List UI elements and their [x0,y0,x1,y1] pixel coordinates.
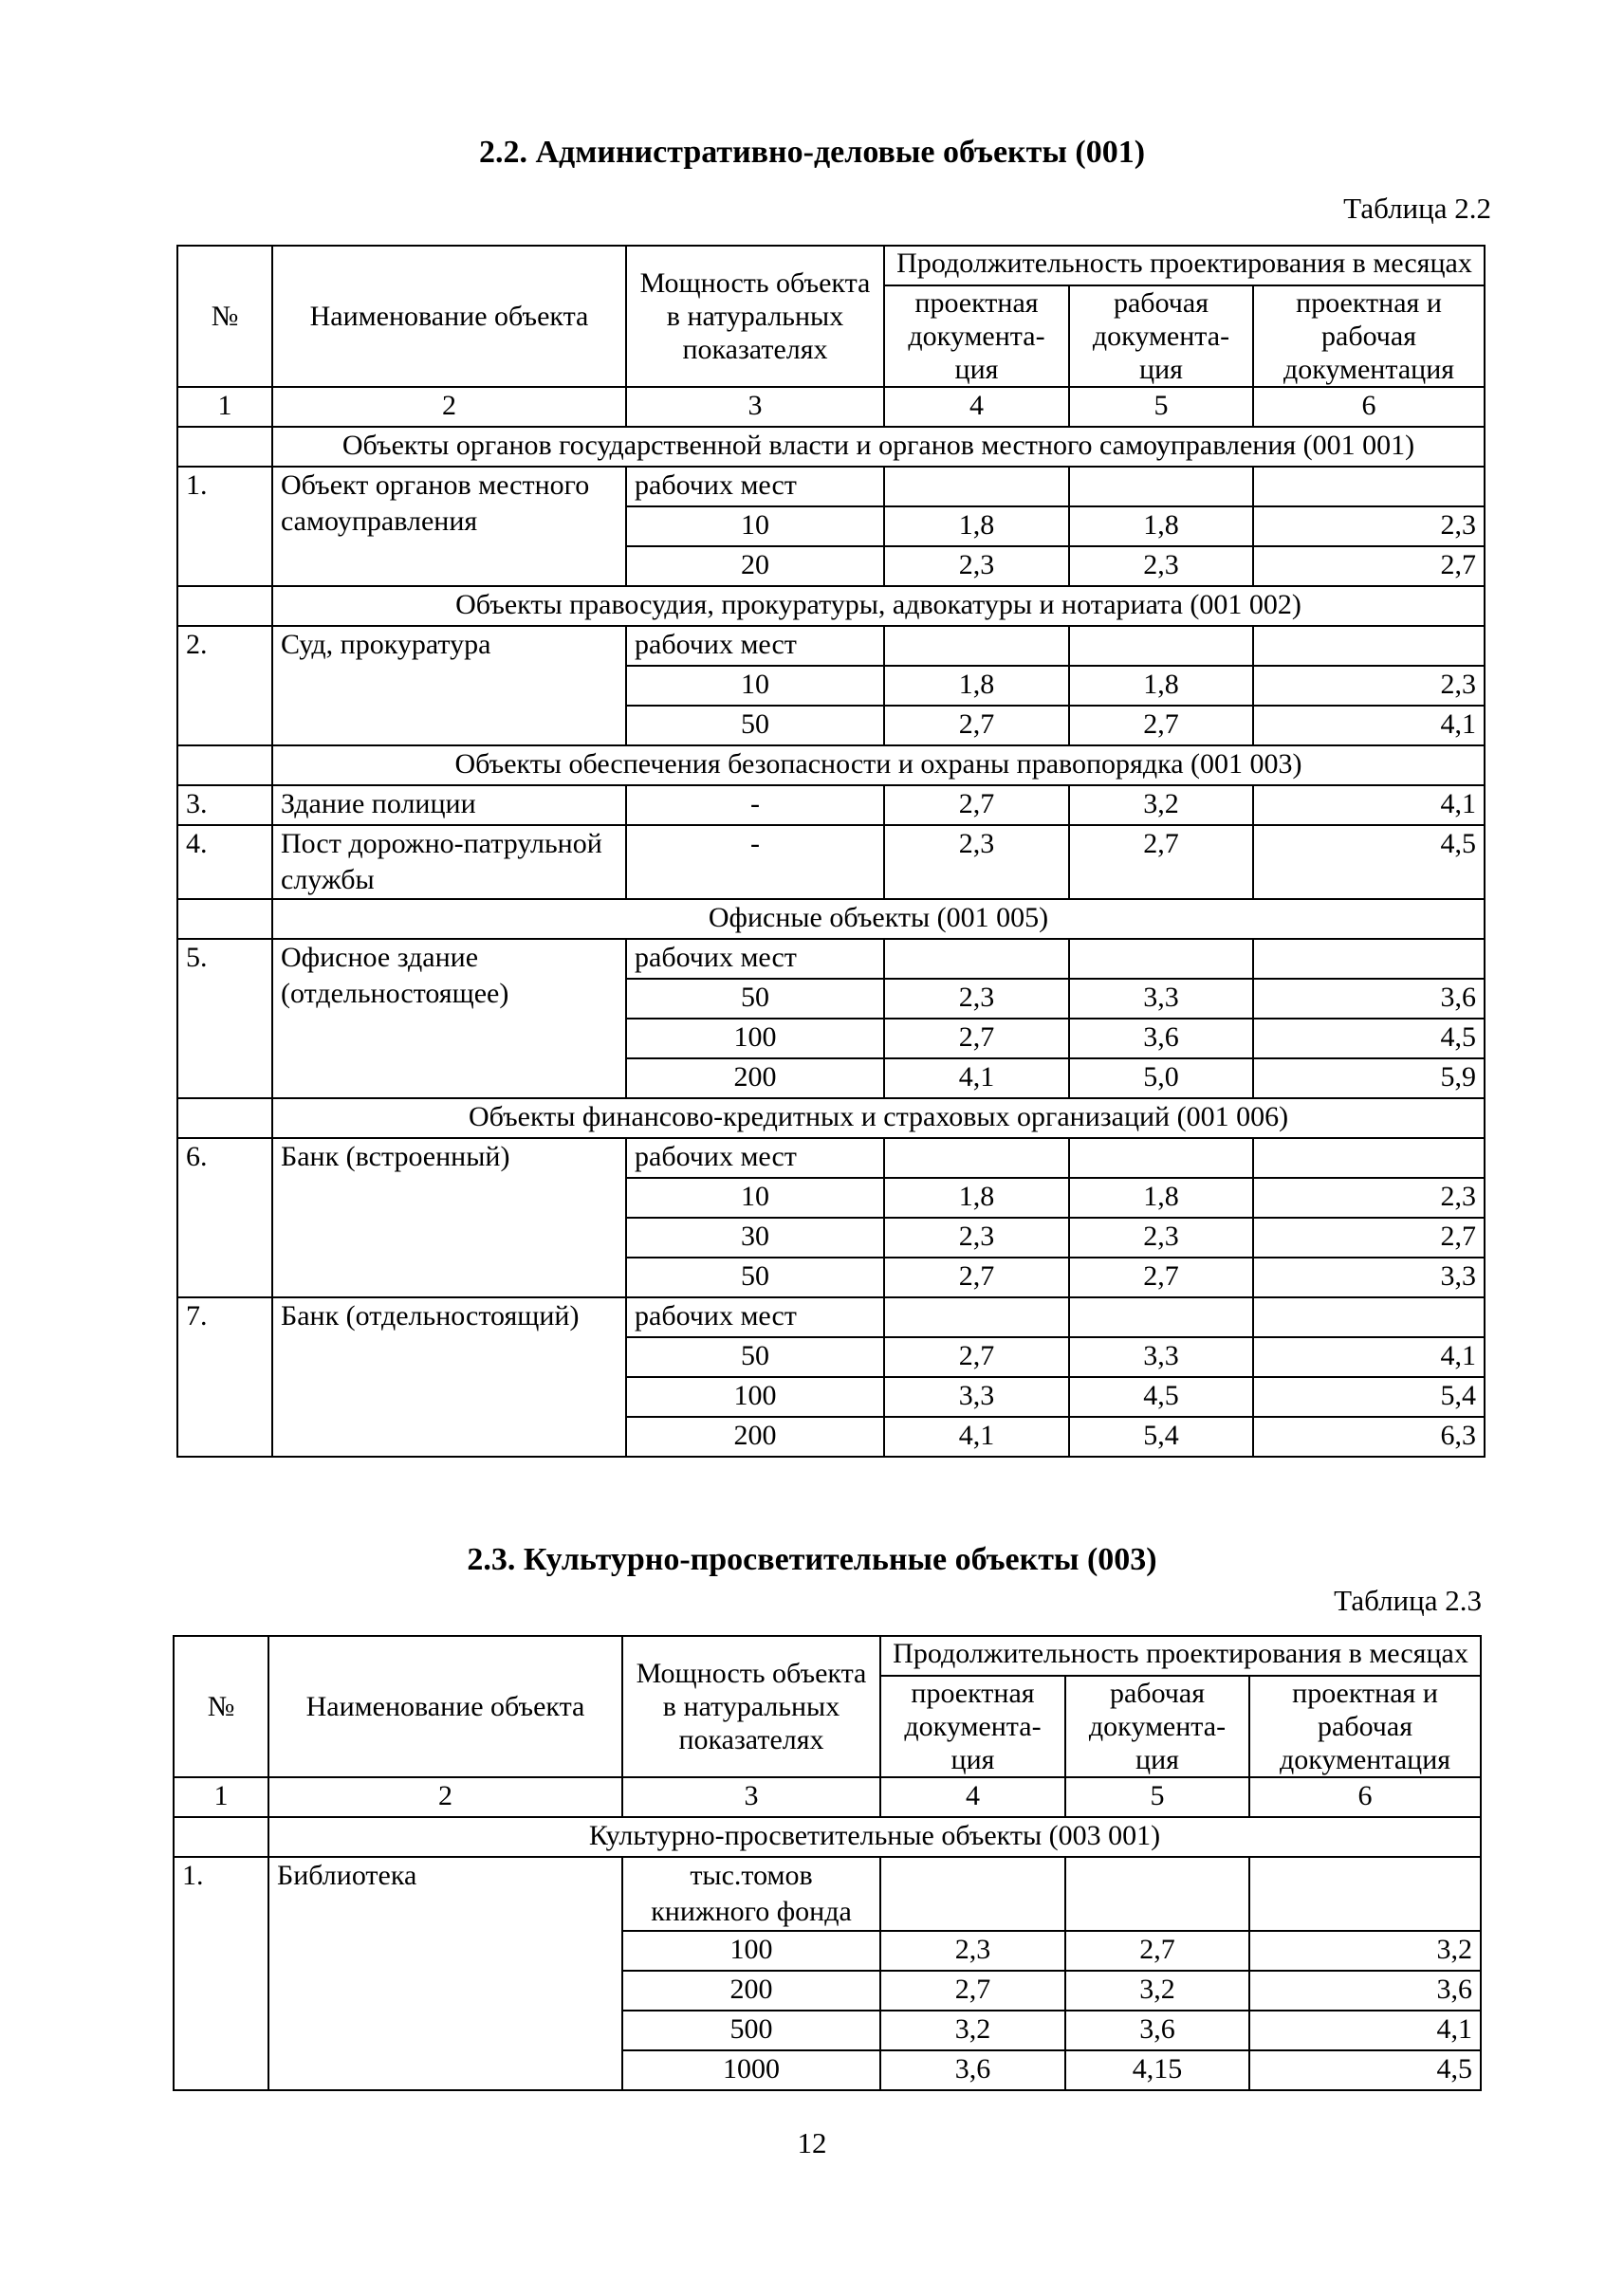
project-doc-value: 3,2 [880,2011,1065,2050]
project-doc-value: 2,7 [884,1019,1069,1058]
both-doc-value: 4,1 [1253,785,1485,825]
project-doc-value: 1,8 [884,1178,1069,1218]
header-work-doc: рабочая документа-ция [1069,285,1253,387]
item-num: 2. [177,626,272,745]
both-doc-value: 3,2 [1249,1931,1481,1971]
item-unit: тыс.томов книжного фонда [622,1857,880,1931]
item-num: 6. [177,1138,272,1297]
group-title: Объекты органов государственной власти и органов местного самоуправления (001 001) [272,427,1485,467]
capacity-value: 50 [626,979,884,1019]
item-unit: рабочих мест [626,1297,884,1337]
header-work-doc: рабочая документа-ция [1065,1676,1249,1777]
both-doc-value: 4,1 [1253,706,1485,745]
project-doc-value: 2,7 [884,1337,1069,1377]
capacity-value: 10 [626,666,884,706]
table-row [177,939,1485,979]
both-doc-value: 4,1 [1249,2011,1481,2050]
capacity-value: 1000 [622,2050,880,2090]
item-num: 4. [177,825,272,899]
item-num: 1. [177,467,272,586]
col-number: 5 [1065,1777,1249,1817]
table-caption: Таблица 2.3 [1334,1584,1482,1617]
group-title: Культурно-просветительные объекты (003 001) [268,1817,1481,1857]
capacity-value: 10 [626,1178,884,1218]
project-doc-value: 3,3 [884,1377,1069,1417]
table-caption: Таблица 2.2 [1343,192,1491,225]
both-doc-value: 2,3 [1253,666,1485,706]
item-name: Библиотека [268,1857,622,2090]
project-doc-value: 2,7 [884,706,1069,745]
capacity-value: 500 [622,2011,880,2050]
col-number: 2 [268,1777,622,1817]
work-doc-value: 3,3 [1069,1337,1253,1377]
group-row [177,427,1485,467]
both-doc-value: 2,7 [1253,546,1485,586]
capacity-value: 50 [626,1337,884,1377]
item-num: 3. [177,785,272,825]
item-unit: рабочих мест [626,939,884,979]
item-num: 7. [177,1297,272,1457]
project-doc-value: 3,6 [880,2050,1065,2090]
capacity-value: 50 [626,1258,884,1297]
group-row [177,899,1485,939]
capacity-value: 100 [626,1019,884,1058]
header-both-doc: проектная и рабочая документация [1253,285,1485,387]
capacity-value: 100 [626,1377,884,1417]
col-number: 6 [1253,387,1485,427]
header-num: № [177,246,272,387]
item-name: Объект органов местного самоуправления [272,467,626,586]
capacity-value: 200 [626,1058,884,1098]
work-doc-value: 1,8 [1069,1178,1253,1218]
column-numbers-row [177,387,1485,427]
group-title: Объекты правосудия, прокуратуры, адвокатуры и нотариата (001 002) [272,586,1485,626]
work-doc-value: 2,3 [1069,1218,1253,1258]
both-doc-value: 2,3 [1253,1178,1485,1218]
column-numbers-row [174,1777,1481,1817]
col-number: 1 [174,1777,268,1817]
item-num: 1. [174,1857,268,2090]
project-doc-value: 2,3 [884,979,1069,1019]
work-doc-value: 3,3 [1069,979,1253,1019]
item-unit: рабочих мест [626,1138,884,1178]
group-row [177,586,1485,626]
section-title: 2.3. Культурно-просветительные объекты (003) [467,1542,1157,1577]
capacity-value: - [626,785,884,825]
group-title: Объекты финансово-кредитных и страховых организаций (001 006) [272,1098,1485,1138]
table-2-2 [176,245,1486,1458]
header-both-doc: проектная и рабочая документация [1249,1676,1481,1777]
work-doc-value: 1,8 [1069,506,1253,546]
work-doc-value: 2,3 [1069,546,1253,586]
col-number: 1 [177,387,272,427]
header-duration: Продолжительность проектирования в месяцах [880,1636,1481,1676]
both-doc-value: 3,6 [1253,979,1485,1019]
group-row [177,1098,1485,1138]
work-doc-value: 3,2 [1065,1971,1249,2011]
item-name: Суд, прокуратура [272,626,626,745]
table-row [177,785,1485,825]
project-doc-value: 1,8 [884,506,1069,546]
table-row [177,1138,1485,1178]
work-doc-value: 2,7 [1069,706,1253,745]
header-num: № [174,1636,268,1777]
capacity-value: 30 [626,1218,884,1258]
col-number: 4 [884,387,1069,427]
item-num: 5. [177,939,272,1098]
project-doc-value: 1,8 [884,666,1069,706]
col-number: 3 [626,387,884,427]
both-doc-value: 2,7 [1253,1218,1485,1258]
header-capacity: Мощность объекта в натуральных показателях [622,1636,880,1777]
work-doc-value: 3,6 [1069,1019,1253,1058]
header-name: Наименование объекта [268,1636,622,1777]
capacity-value: - [626,825,884,899]
item-name: Пост дорожно-патрульной службы [272,825,626,899]
table-row [177,825,1485,899]
table-row [177,467,1485,506]
item-unit: рабочих мест [626,467,884,506]
group-title: Объекты обеспечения безопасности и охраны правопорядка (001 003) [272,745,1485,785]
both-doc-value: 4,5 [1253,1019,1485,1058]
both-doc-value: 3,3 [1253,1258,1485,1297]
work-doc-value: 3,2 [1069,785,1253,825]
header-name: Наименование объекта [272,246,626,387]
item-name: Офисное здание (отдельностоящее) [272,939,626,1098]
both-doc-value: 4,1 [1253,1337,1485,1377]
work-doc-value: 5,0 [1069,1058,1253,1098]
work-doc-value: 1,8 [1069,666,1253,706]
work-doc-value: 4,5 [1069,1377,1253,1417]
table-row [177,1297,1485,1337]
capacity-value: 100 [622,1931,880,1971]
table-row [177,626,1485,666]
project-doc-value: 2,3 [884,1218,1069,1258]
capacity-value: 200 [622,1971,880,2011]
project-doc-value: 2,3 [884,546,1069,586]
work-doc-value: 3,6 [1065,2011,1249,2050]
both-doc-value: 2,3 [1253,506,1485,546]
capacity-value: 20 [626,546,884,586]
table-row [174,1857,1481,1931]
capacity-value: 200 [626,1417,884,1457]
both-doc-value: 5,9 [1253,1058,1485,1098]
col-number: 5 [1069,387,1253,427]
item-name: Банк (отдельностоящий) [272,1297,626,1457]
item-name: Банк (встроенный) [272,1138,626,1297]
both-doc-value: 5,4 [1253,1377,1485,1417]
header-capacity: Мощность объекта в натуральных показателях [626,246,884,387]
work-doc-value: 2,7 [1069,1258,1253,1297]
section-title: 2.2. Административно-деловые объекты (001) [478,135,1146,170]
both-doc-value: 6,3 [1253,1417,1485,1457]
group-row [174,1817,1481,1857]
header-duration: Продолжительность проектирования в месяцах [884,246,1485,285]
work-doc-value: 4,15 [1065,2050,1249,2090]
project-doc-value: 4,1 [884,1417,1069,1457]
col-number: 4 [880,1777,1065,1817]
capacity-value: 50 [626,706,884,745]
table-2-3 [173,1635,1482,2091]
both-doc-value: 4,5 [1249,2050,1481,2090]
col-number: 3 [622,1777,880,1817]
item-name: Здание полиции [272,785,626,825]
page-number: 12 [797,2126,827,2159]
group-title: Офисные объекты (001 005) [272,899,1485,939]
both-doc-value: 4,5 [1253,825,1485,899]
project-doc-value: 2,7 [880,1971,1065,2011]
work-doc-value: 2,7 [1065,1931,1249,1971]
project-doc-value: 4,1 [884,1058,1069,1098]
item-unit: рабочих мест [626,626,884,666]
col-number: 2 [272,387,626,427]
project-doc-value: 2,7 [884,785,1069,825]
col-number: 6 [1249,1777,1481,1817]
work-doc-value: 2,7 [1069,825,1253,899]
group-row [177,745,1485,785]
both-doc-value: 3,6 [1249,1971,1481,2011]
header-project-doc: проектная документа-ция [884,285,1069,387]
project-doc-value: 2,7 [884,1258,1069,1297]
header-project-doc: проектная документа-ция [880,1676,1065,1777]
project-doc-value: 2,3 [880,1931,1065,1971]
work-doc-value: 5,4 [1069,1417,1253,1457]
capacity-value: 10 [626,506,884,546]
project-doc-value: 2,3 [884,825,1069,899]
